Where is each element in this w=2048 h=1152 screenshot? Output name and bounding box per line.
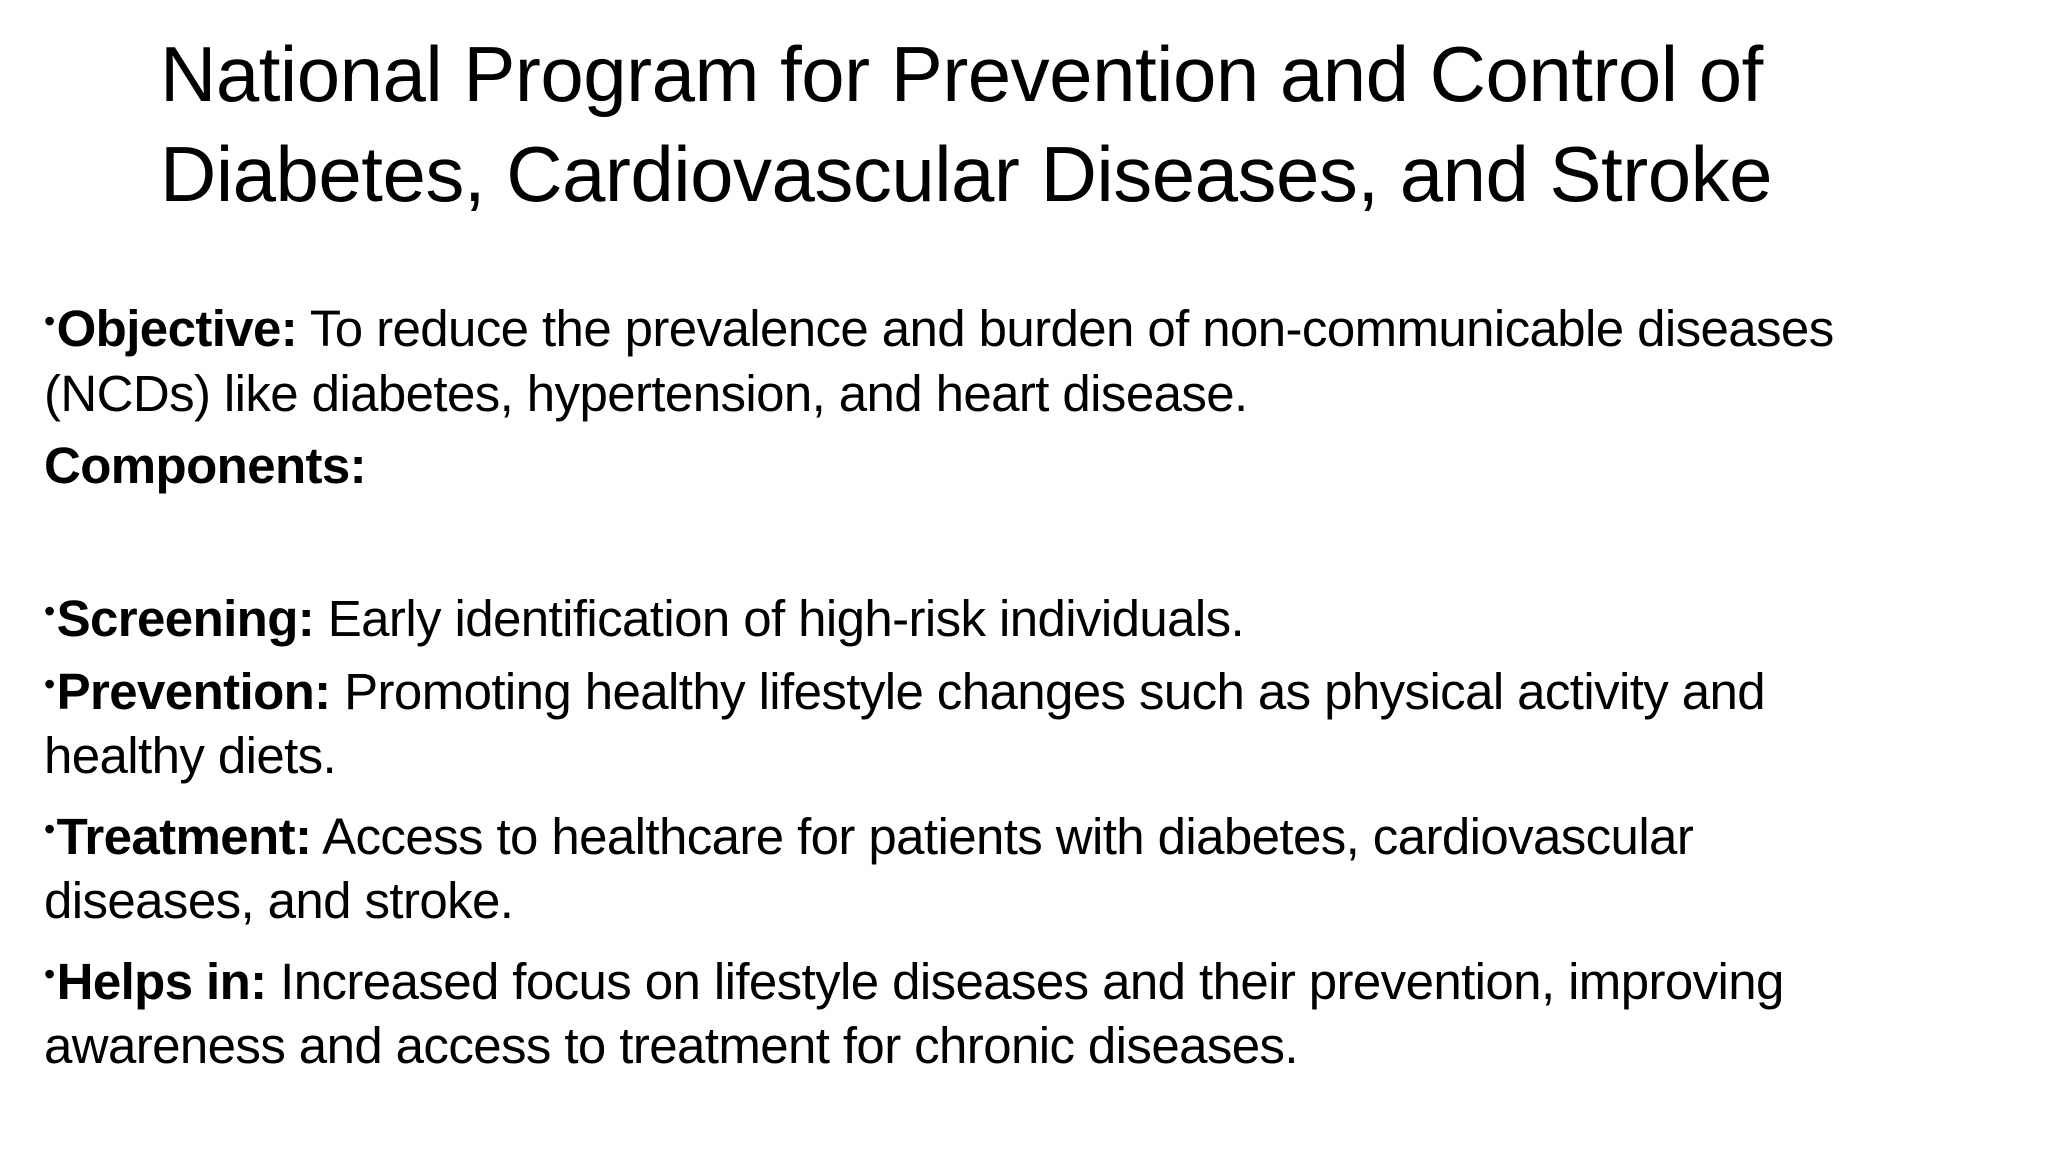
bullet-icon: •: [44, 593, 55, 629]
prevention-text-2: healthy diets.: [44, 727, 337, 784]
bullet-icon: •: [44, 955, 55, 992]
helps-text-1: Increased focus on lifestyle diseases and their prevention, improving: [266, 952, 1784, 1010]
helps-line-2: [44, 1010, 2024, 1083]
screening-label: Screening:: [56, 590, 315, 647]
helps-text-2: awareness and access to treatment for chronic diseases.: [44, 1017, 1298, 1074]
objective-line-2: [44, 358, 2024, 431]
treatment-label: Treatment:: [56, 807, 312, 865]
treatment-text-2: diseases, and stroke.: [44, 872, 514, 929]
prevention-label: Prevention:: [56, 662, 331, 720]
objective-line-1: [44, 285, 2024, 358]
screening-line-1: [44, 575, 2024, 648]
components-heading-line: [44, 430, 2024, 503]
prevention-text-1: Promoting healthy lifestyle changes such as physical activity and: [330, 662, 1766, 720]
treatment-line-1: [44, 793, 2024, 866]
bullet-icon: •: [44, 810, 55, 847]
helps-line-1: [44, 938, 2024, 1011]
slide-title: [160, 24, 2000, 224]
treatment-line-2: [44, 865, 2024, 938]
bullet-icon: •: [44, 303, 55, 339]
treatment-text-1: Access to healthcare for patients with diabetes, cardiovascular: [311, 807, 1694, 865]
bullet-icon: •: [44, 665, 55, 702]
objective-text-1: To reduce the prevalence and burden of non-communicable diseases: [297, 300, 1834, 357]
slide-body: [44, 285, 2024, 1083]
helps-label: Helps in:: [56, 952, 267, 1010]
screening-text-1: Early identification of high-risk individuals.: [314, 590, 1245, 647]
prevention-line-2: [44, 720, 2024, 793]
components-heading: Components:: [44, 437, 367, 494]
prevention-line-1: [44, 648, 2024, 721]
objective-label: Objective:: [56, 300, 298, 357]
objective-text-2: (NCDs) like diabetes, hypertension, and heart disease.: [44, 364, 1248, 422]
spacer: [44, 503, 2024, 576]
slide-title-line-2: Diabetes, Cardiovascular Diseases, and Stroke: [160, 130, 1772, 218]
slide-title-line-1: National Program for Prevention and Control of: [160, 30, 1763, 118]
